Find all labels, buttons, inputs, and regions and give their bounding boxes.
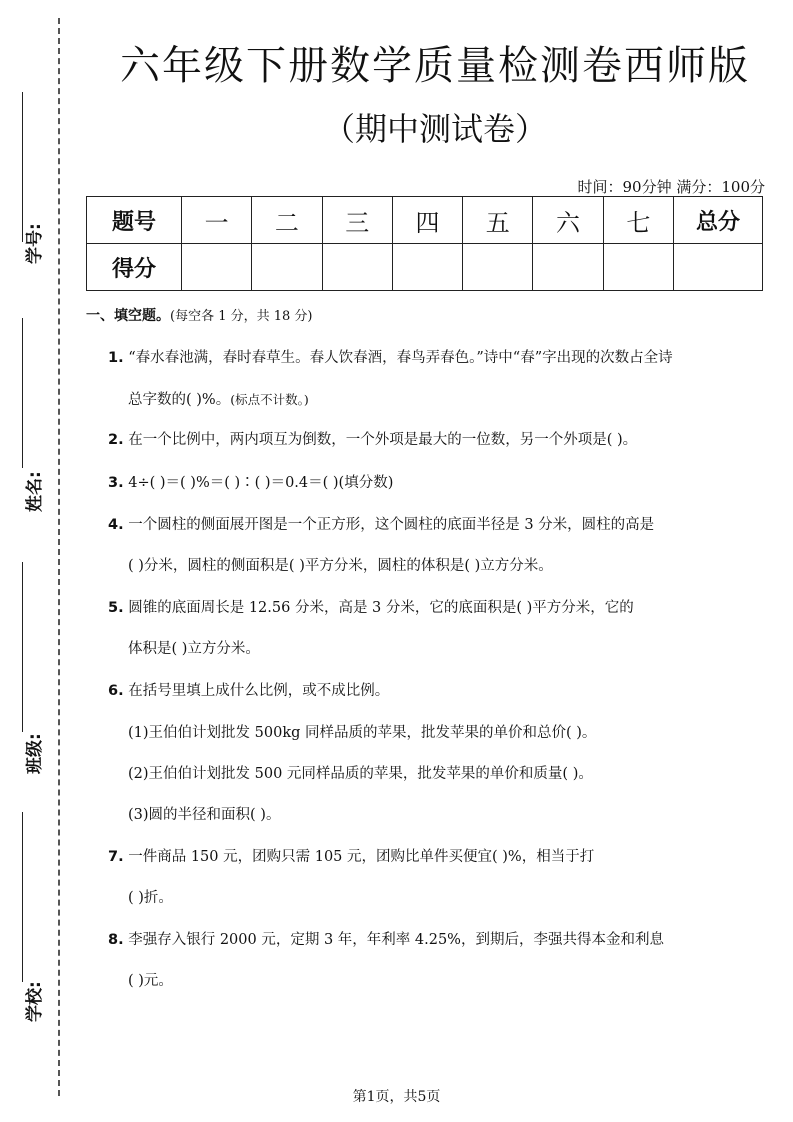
question-8-line2: ( )元。 <box>128 973 173 989</box>
school-label: 学校: <box>25 981 45 1022</box>
class-label: 班级: <box>25 733 45 774</box>
score-header-cell: 三 <box>322 197 392 244</box>
question-7-line2: ( )折。 <box>128 890 173 906</box>
score-cell[interactable] <box>322 244 392 291</box>
question-1-line2 <box>128 388 309 409</box>
section-note: (每空各 1 分，共 18 分) <box>170 309 313 324</box>
question-5-line2: 体积是( )立方分米。 <box>128 641 260 657</box>
question-text: “春水春池满，春时春草生。春人饮春酒，春鸟弄春色。”诗中“春”字出现的次数占全诗 <box>128 350 673 366</box>
score-header-row <box>87 197 763 244</box>
score-cell[interactable] <box>182 244 252 291</box>
question-text: 圆锥的底面周长是 12.56 分米，高是 3 分米，它的底面积是( )平方分米，它的 <box>128 600 634 616</box>
page-subtitle: （期中测试卷） <box>322 110 547 148</box>
question-5 <box>108 596 728 617</box>
school-line <box>22 812 23 982</box>
question-number: 8. <box>108 932 124 948</box>
score-row <box>87 244 763 291</box>
question-6-sub-1: (1)王伯伯计划批发 500kg 同样品质的苹果，批发苹果的单价和总价( )。 <box>128 725 597 741</box>
question-6-sub-2: (2)王伯伯计划批发 500 元同样品质的苹果，批发苹果的单价和质量( )。 <box>128 766 593 782</box>
section-heading <box>86 305 313 325</box>
score-header-cell: 总分 <box>674 197 763 244</box>
question-number: 7. <box>108 849 124 865</box>
question-number: 3. <box>108 475 124 491</box>
student-id-line <box>22 92 23 242</box>
question-7 <box>108 845 728 866</box>
question-text: 总字数的( )%。 <box>128 392 231 408</box>
score-cell[interactable] <box>392 244 462 291</box>
question-text: 4÷( )＝( )%＝( )∶( )＝0.4＝( )(填分数) <box>128 475 394 491</box>
question-1 <box>108 346 728 367</box>
question-note: (标点不计数。) <box>230 392 309 407</box>
question-text: 在一个比例中，两内项互为倒数，一个外项是最大的一位数，另一个外项是( )。 <box>128 432 638 448</box>
score-header-cell: 题号 <box>87 197 182 244</box>
page-title: 六年级下册数学质量检测卷西师版 <box>120 43 750 89</box>
question-text: 在括号里填上成什么比例，或不成比例。 <box>128 683 390 699</box>
question-number: 6. <box>108 683 124 699</box>
class-line <box>22 562 23 732</box>
name-label: 姓名: <box>25 471 45 512</box>
question-text: 一件商品 150 元，团购只需 105 元，团购比单件买便宜( )%，相当于打 <box>128 849 595 865</box>
score-header-cell: 一 <box>182 197 252 244</box>
score-cell[interactable] <box>674 244 763 291</box>
name-line <box>22 318 23 468</box>
question-number: 1. <box>108 350 124 366</box>
score-cell[interactable] <box>463 244 533 291</box>
score-cell[interactable] <box>603 244 673 291</box>
question-number: 5. <box>108 600 124 616</box>
score-header-cell: 二 <box>252 197 322 244</box>
binding-margin <box>0 0 70 1122</box>
score-cell[interactable] <box>252 244 322 291</box>
page-footer: 第1页，共5页 <box>352 1089 441 1105</box>
question-3 <box>108 471 728 492</box>
question-number: 2. <box>108 432 124 448</box>
score-header-cell: 五 <box>463 197 533 244</box>
score-table <box>86 196 763 291</box>
score-header-cell: 四 <box>392 197 462 244</box>
score-cell[interactable] <box>533 244 603 291</box>
score-header-cell: 六 <box>533 197 603 244</box>
cut-line <box>58 18 60 1096</box>
question-4-line2: ( )分米，圆柱的侧面积是( )平方分米，圆柱的体积是( )立方分米。 <box>128 558 553 574</box>
question-6 <box>108 679 728 700</box>
question-8 <box>108 928 728 949</box>
question-2 <box>108 428 728 449</box>
score-header-cell: 七 <box>603 197 673 244</box>
section-title: 一、填空题。 <box>86 308 170 324</box>
score-row-label: 得分 <box>87 244 182 291</box>
question-number: 4. <box>108 517 124 533</box>
time-info: 时间：90分钟 满分：100分 <box>577 178 765 196</box>
question-6-sub-3: (3)圆的半径和面积( )。 <box>128 807 281 823</box>
question-text: 李强存入银行 2000 元，定期 3 年，年利率 4.25%，到期后，李强共得本金和利息 <box>128 932 664 948</box>
question-4 <box>108 513 728 534</box>
student-id-label: 学号: <box>25 223 45 264</box>
question-text: 一个圆柱的侧面展开图是一个正方形，这个圆柱的底面半径是 3 分米，圆柱的高是 <box>128 517 655 533</box>
